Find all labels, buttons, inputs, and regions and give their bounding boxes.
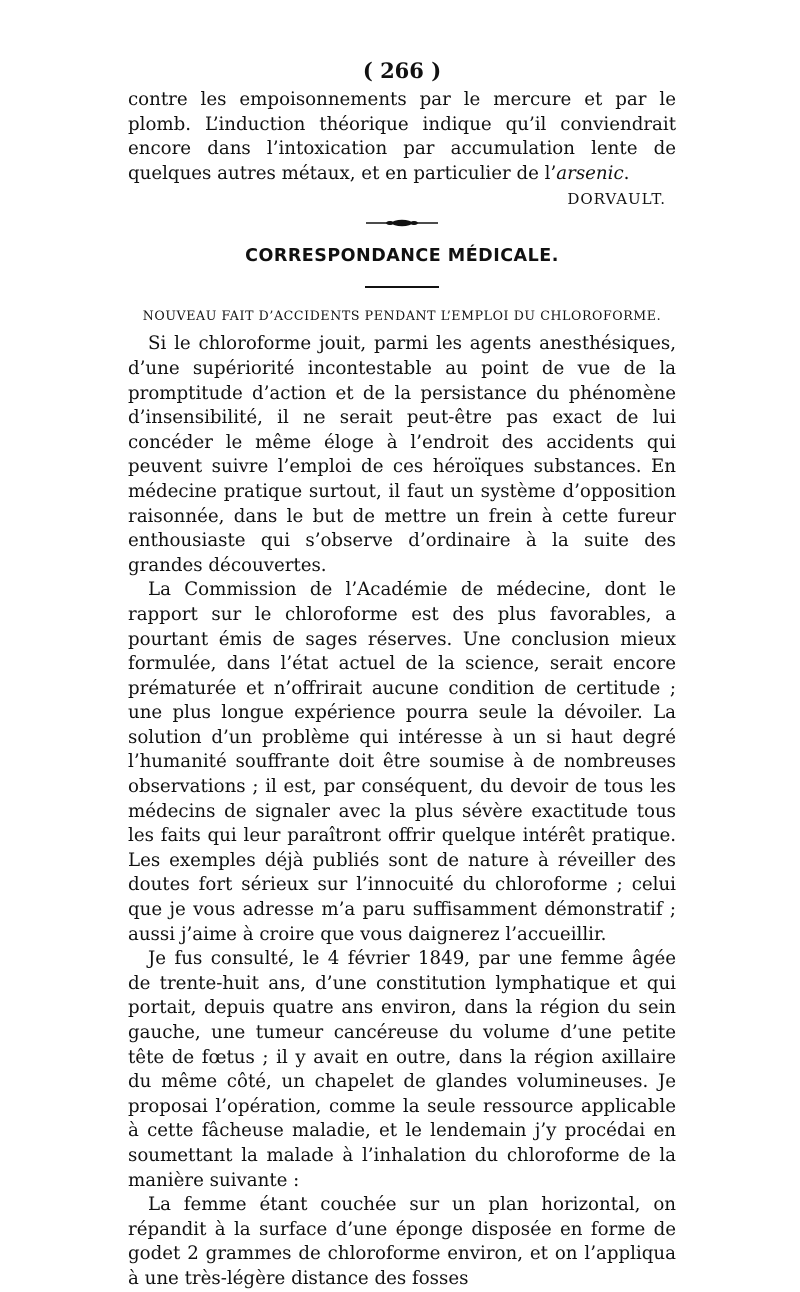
heading-rule (365, 286, 439, 288)
intro-paragraph-text: contre les empoisonnements par le mercure et par le plomb. L’induction théorique indique qu’il conviendrait encore dans l’intoxication par accumulation lente de quelques autres métaux, et en particulier de l’ (128, 89, 676, 184)
intro-paragraph-end: . (623, 162, 630, 184)
page-number: ( 266 ) (362, 58, 442, 83)
body-paragraph-1: Si le chloroforme jouit, parmi les agents anesthésiques, d’une supériorité incontestable au point de vue de la promptitude d’action et de la persistance du phénomène d’insensibilité, il ne serait peut-être pas exact de lui concéder le même éloge à l’endroit des accidents qui peuvent suivre l’emploi de ces héroïques substances. En médecine pratique surtout, il faut un système d’opposition raisonnée, dans le but de mettre un frein à cette fureur enthousiaste qui s’observe d’ordinaire à la suite des grandes découvertes. (128, 333, 676, 576)
intro-paragraph (128, 88, 676, 186)
author-signature: DORVAULT. (567, 190, 666, 209)
body-paragraph-2: La Commission de l’Académie de médecine, dont le rapport sur le chloroforme est des plus favorables, a pourtant émis de sages réserves. Une conclusion mieux formulée, dans l’état actuel de la science, serait encore prématurée et n’offrirait aucune condition de certitude ; une plus longue expérience pourra seule la dévoiler. La solution d’un problème qui intéresse à un si haut degré l’humanité souffrante doit être soumise à de nombreuses observations ; il est, par conséquent, du devoir de tous les médecins de signaler avec la plus sévère exactitude tous les faits qui leur paraîtront offrir quelque intérêt pratique. Les exemples déjà publiés sont de nature à réveiller des doutes fort sérieux sur l’innocuité du chloroforme ; celui que je vous adresse m’a paru suffisamment démonstratif ; aussi j’aime à croire que vous daignerez l’accueillir. (128, 579, 676, 945)
body-paragraph-3: Je fus consulté, le 4 février 1849, par une femme âgée de trente-huit ans, d’une constitution lymphatique et qui portait, depuis quatre ans environ, dans la région du sein gauche, une tumeur cancéreuse du volume d’une petite tête de fœtus ; il y avait en outre, dans la région axillaire du même côté, un chapelet de glandes volumineuses. Je proposai l’opération, comme la seule ressource applicable à cette fâcheuse maladie, et le lendemain j’y procédai en soumettant la malade à l’inhalation du chloroforme de la manière suivante : (128, 948, 676, 1191)
page-content (128, 58, 676, 1292)
ornament-divider-icon (366, 218, 438, 228)
intro-paragraph-emphasis: arsenic (556, 162, 624, 184)
section-heading: CORRESPONDANCE MÉDICALE. (245, 246, 559, 267)
body-paragraph-4: La femme étant couchée sur un plan horizontal, on répandit à la surface d’une éponge disposée en forme de godet 2 grammes de chloroforme environ, et on l’appliqua à une très-légère distance des fosses (128, 1194, 676, 1289)
article-title: NOUVEAU FAIT D’ACCIDENTS PENDANT L’EMPLOI DU CHLOROFORME. (142, 308, 662, 324)
